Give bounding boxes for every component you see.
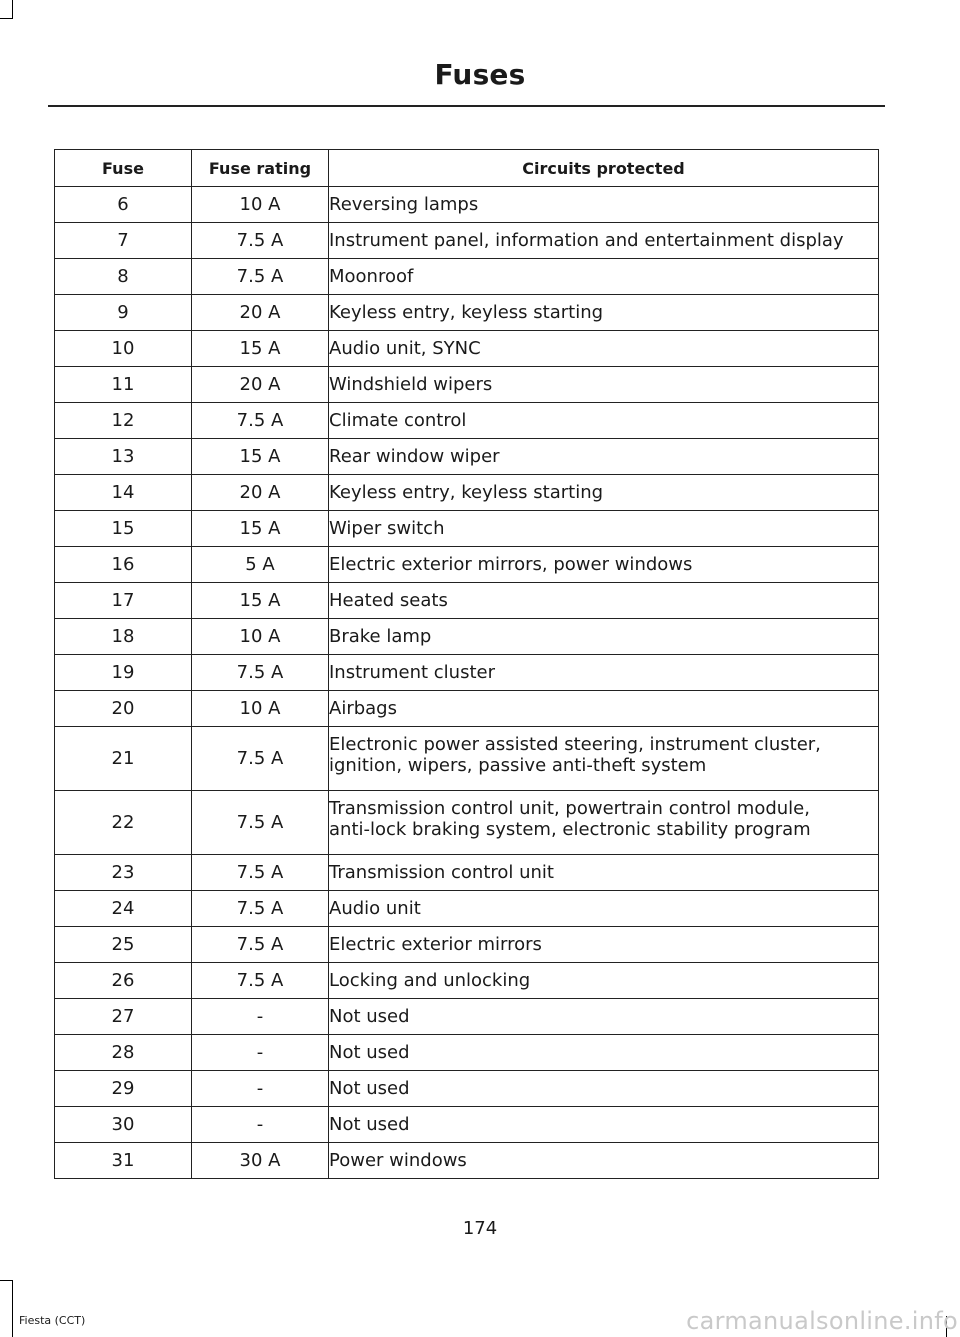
circuits-protected: Not used <box>329 1071 879 1107</box>
table-row <box>55 727 879 791</box>
circuits-protected: Not used <box>329 1035 879 1071</box>
fuse-rating: 7.5 A <box>192 963 329 999</box>
fuse-rating: 20 A <box>192 475 329 511</box>
circuits-protected: Reversing lamps <box>329 187 879 223</box>
page-title: Fuses <box>434 58 526 91</box>
circuits-protected: Windshield wipers <box>329 367 879 403</box>
fuse-rating: 15 A <box>192 511 329 547</box>
circuits-protected: Wiper switch <box>329 511 879 547</box>
circuits-protected: Brake lamp <box>329 619 879 655</box>
fuse-number: 13 <box>55 439 192 475</box>
table-row <box>55 331 879 367</box>
fuse-number: 30 <box>55 1107 192 1143</box>
crop-mark <box>0 18 13 19</box>
fuse-rating: 7.5 A <box>192 927 329 963</box>
fuse-number: 6 <box>55 187 192 223</box>
crop-mark <box>12 1280 13 1337</box>
circuits-protected: Locking and unlocking <box>329 963 879 999</box>
table-row <box>55 223 879 259</box>
fuse-number: 9 <box>55 295 192 331</box>
fuse-rating: 7.5 A <box>192 727 329 791</box>
table-row <box>55 547 879 583</box>
table-row <box>55 999 879 1035</box>
table-row <box>55 963 879 999</box>
table-row <box>55 891 879 927</box>
fuse-number: 22 <box>55 791 192 855</box>
fuse-number: 15 <box>55 511 192 547</box>
fuse-rating: 15 A <box>192 583 329 619</box>
fuse-rating: 15 A <box>192 439 329 475</box>
fuse-rating: 7.5 A <box>192 655 329 691</box>
fuse-number: 19 <box>55 655 192 691</box>
table-row <box>55 367 879 403</box>
fuse-rating: 7.5 A <box>192 891 329 927</box>
page-number: 174 <box>462 1218 498 1239</box>
table-row <box>55 1143 879 1179</box>
table-row <box>55 927 879 963</box>
table-row <box>55 691 879 727</box>
fuse-rating: 7.5 A <box>192 791 329 855</box>
fuse-rating: 20 A <box>192 367 329 403</box>
table-row <box>55 1107 879 1143</box>
fuse-number: 25 <box>55 927 192 963</box>
fuse-rating: 7.5 A <box>192 855 329 891</box>
fuse-number: 24 <box>55 891 192 927</box>
circuits-protected: Rear window wiper <box>329 439 879 475</box>
crop-mark <box>0 1280 13 1281</box>
table-row <box>55 403 879 439</box>
circuits-protected: Not used <box>329 1107 879 1143</box>
circuits-protected: Airbags <box>329 691 879 727</box>
circuits-protected: Not used <box>329 999 879 1035</box>
title-divider <box>48 105 885 107</box>
circuits-protected: Electric exterior mirrors <box>329 927 879 963</box>
fuse-rating: 7.5 A <box>192 403 329 439</box>
fuse-number: 11 <box>55 367 192 403</box>
fuse-number: 20 <box>55 691 192 727</box>
fuse-rating: 30 A <box>192 1143 329 1179</box>
fuse-rating: - <box>192 999 329 1035</box>
fuse-number: 21 <box>55 727 192 791</box>
circuits-protected: Moonroof <box>329 259 879 295</box>
fuse-rating: 10 A <box>192 619 329 655</box>
fuse-rating: - <box>192 1035 329 1071</box>
fuse-rating: - <box>192 1107 329 1143</box>
circuits-protected: Keyless entry, keyless starting <box>329 295 879 331</box>
fuse-number: 17 <box>55 583 192 619</box>
table-row <box>55 791 879 855</box>
circuits-protected: Climate control <box>329 403 879 439</box>
watermark: carmanualsonline.info <box>686 1307 958 1335</box>
table-row <box>55 475 879 511</box>
circuits-protected-line: ignition, wipers, passive anti-theft system <box>329 755 707 776</box>
fuse-number: 12 <box>55 403 192 439</box>
column-header-fuse: Fuse <box>55 150 192 187</box>
fuse-number: 16 <box>55 547 192 583</box>
fuse-rating: 7.5 A <box>192 259 329 295</box>
table-row <box>55 1071 879 1107</box>
circuits-protected: Power windows <box>329 1143 879 1179</box>
fuse-number: 23 <box>55 855 192 891</box>
table-row <box>55 655 879 691</box>
fuse-number: 31 <box>55 1143 192 1179</box>
circuits-protected-line: Transmission control unit, powertrain control module, <box>329 798 810 819</box>
circuits-protected: Instrument cluster <box>329 655 879 691</box>
fuse-table <box>54 149 879 1179</box>
circuits-protected: Audio unit, SYNC <box>329 331 879 367</box>
table-row <box>55 439 879 475</box>
fuse-number: 18 <box>55 619 192 655</box>
table-header-row <box>55 150 879 187</box>
table-row <box>55 619 879 655</box>
fuse-rating: 7.5 A <box>192 223 329 259</box>
table-row <box>55 511 879 547</box>
fuse-number: 10 <box>55 331 192 367</box>
circuits-protected: Heated seats <box>329 583 879 619</box>
circuits-protected <box>329 791 879 855</box>
fuse-number: 28 <box>55 1035 192 1071</box>
fuse-number: 14 <box>55 475 192 511</box>
publication-label: Fiesta (CCT) <box>19 1314 86 1327</box>
circuits-protected-line: anti-lock braking system, electronic stability program <box>329 819 811 840</box>
table-row <box>55 583 879 619</box>
fuse-number: 27 <box>55 999 192 1035</box>
fuse-table-body <box>55 187 879 1179</box>
crop-mark <box>12 0 13 18</box>
table-row <box>55 1035 879 1071</box>
circuits-protected: Audio unit <box>329 891 879 927</box>
table-row <box>55 187 879 223</box>
fuse-rating: 5 A <box>192 547 329 583</box>
column-header-circuits-protected: Circuits protected <box>329 150 879 187</box>
table-row <box>55 855 879 891</box>
fuse-number: 8 <box>55 259 192 295</box>
circuits-protected <box>329 727 879 791</box>
table-row <box>55 259 879 295</box>
circuits-protected-line: Electronic power assisted steering, instrument cluster, <box>329 734 821 755</box>
fuse-rating: - <box>192 1071 329 1107</box>
circuits-protected: Electric exterior mirrors, power windows <box>329 547 879 583</box>
fuse-rating: 10 A <box>192 187 329 223</box>
fuse-rating: 20 A <box>192 295 329 331</box>
circuits-protected: Transmission control unit <box>329 855 879 891</box>
fuse-number: 29 <box>55 1071 192 1107</box>
table-row <box>55 295 879 331</box>
fuse-number: 26 <box>55 963 192 999</box>
circuits-protected: Instrument panel, information and entertainment display <box>329 223 879 259</box>
circuits-protected: Keyless entry, keyless starting <box>329 475 879 511</box>
fuse-number: 7 <box>55 223 192 259</box>
column-header-fuse-rating: Fuse rating <box>192 150 329 187</box>
fuse-rating: 15 A <box>192 331 329 367</box>
fuse-rating: 10 A <box>192 691 329 727</box>
